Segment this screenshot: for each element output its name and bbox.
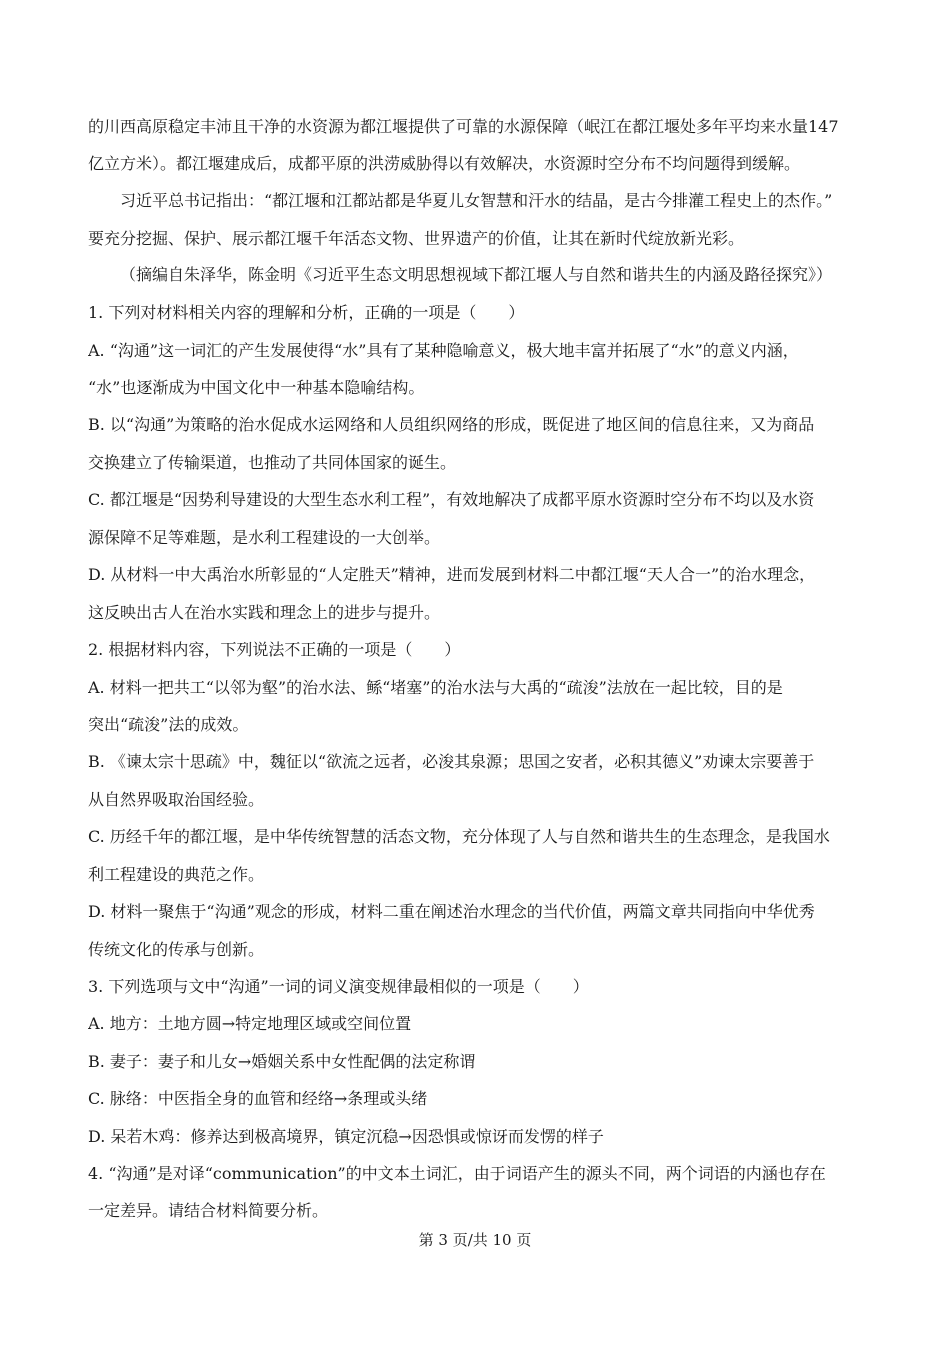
question-2-stem: 2. 根据材料内容，下列说法不正确的一项是（ ）: [88, 640, 461, 659]
question-1-option-c-cont: 源保障不足等难题，是水利工程建设的一大创举。: [88, 528, 441, 547]
question-2-option-d-cont: 传统文化的传承与创新。: [88, 940, 265, 959]
question-1-option-a: A. “沟通”这一词汇的产生发展使得“水”具有了某种隐喻意义，极大地丰富并拓展了“水”的意义内涵，: [88, 341, 799, 360]
question-2-option-b: B. 《谏太宗十思疏》中，魏征以“欲流之远者，必浚其泉源；思国之安者，必积其德义”劝谏太宗要善于: [88, 752, 815, 771]
question-2-option-b-cont: 从自然界吸取治国经验。: [88, 790, 265, 809]
question-3-option-b: B. 妻子：妻子和儿女→婚姻关系中女性配偶的法定称谓: [88, 1052, 476, 1071]
question-1-option-b-cont: 交换建立了传输渠道，也推动了共同体国家的诞生。: [88, 453, 457, 472]
question-2-option-c: C. 历经千年的都江堰，是中华传统智慧的活态文物，充分体现了人与自然和谐共生的生态理念，是我国水: [88, 827, 830, 846]
material-paragraph-line: 习近平总书记指出：“都江堰和江都站都是华夏儿女智慧和汗水的结晶，是古今排灌工程史上的杰作。”: [120, 191, 833, 210]
page-number-footer: 第 3 页/共 10 页: [418, 1231, 532, 1249]
question-4-stem: 4. “沟通”是对译“communication”的中文本土词汇，由于词语产生的源头不同，两个词语的内涵也存在: [88, 1164, 826, 1183]
question-1-option-a-cont: “水”也逐渐成为中国文化中一种基本隐喻结构。: [88, 378, 425, 397]
material-paragraph-line: 要充分挖掘、保护、展示都江堰千年活态文物、世界遗产的价值，让其在新时代绽放新光彩。: [88, 229, 745, 248]
question-3-option-d: D. 呆若木鸡：修养达到极高境界，镇定沉稳→因恐惧或惊讶而发愣的样子: [88, 1127, 604, 1146]
question-1-option-b: B. 以“沟通”为策略的治水促成水运网络和人员组织网络的形成，既促进了地区间的信息往来，又为商品: [88, 415, 815, 434]
question-1-option-d: D. 从材料一中大禹治水所彰显的“人定胜天”精神，进而发展到材料二中都江堰“天人合一”的治水理念，: [88, 565, 816, 584]
material-paragraph-line: 的川西高原稳定丰沛且干净的水资源为都江堰提供了可靠的水源保障（岷江在都江堰处多年平均来水量147: [88, 117, 839, 136]
question-2-option-a-cont: 突出“疏浚”法的成效。: [88, 715, 249, 734]
question-2-option-a: A. 材料一把共工“以邻为壑”的治水法、鲧“堵塞”的治水法与大禹的“疏浚”法放在一起比较，目的是: [88, 678, 783, 697]
question-4-stem-cont: 一定差异。请结合材料简要分析。: [88, 1201, 329, 1220]
material-paragraph-line: 亿立方米）。都江堰建成后，成都平原的洪涝威胁得以有效解决，水资源时空分布不均问题得到缓解。: [88, 154, 801, 173]
question-3-option-c: C. 脉络：中医指全身的血管和经络→条理或头绪: [88, 1089, 428, 1108]
question-1-option-d-cont: 这反映出古人在治水实践和理念上的进步与提升。: [88, 603, 441, 622]
question-3-stem: 3. 下列选项与文中“沟通”一词的词义演变规律最相似的一项是（ ）: [88, 977, 589, 996]
question-1-stem: 1. 下列对材料相关内容的理解和分析，正确的一项是（ ）: [88, 303, 525, 322]
material-source-citation: （摘编自朱泽华，陈金明《习近平生态文明思想视域下都江堰人与自然和谐共生的内涵及路径探究》）: [120, 265, 833, 284]
question-3-option-a: A. 地方：土地方圆→特定地理区域或空间位置: [88, 1014, 412, 1033]
question-2-option-c-cont: 利工程建设的典范之作。: [88, 865, 265, 884]
question-2-option-d: D. 材料一聚焦于“沟通”观念的形成，材料二重在阐述治水理念的当代价值，两篇文章共同指向中华优秀: [88, 902, 815, 921]
question-1-option-c: C. 都江堰是“因势利导建设的大型生态水利工程”，有效地解决了成都平原水资源时空分布不均以及水资: [88, 490, 815, 509]
